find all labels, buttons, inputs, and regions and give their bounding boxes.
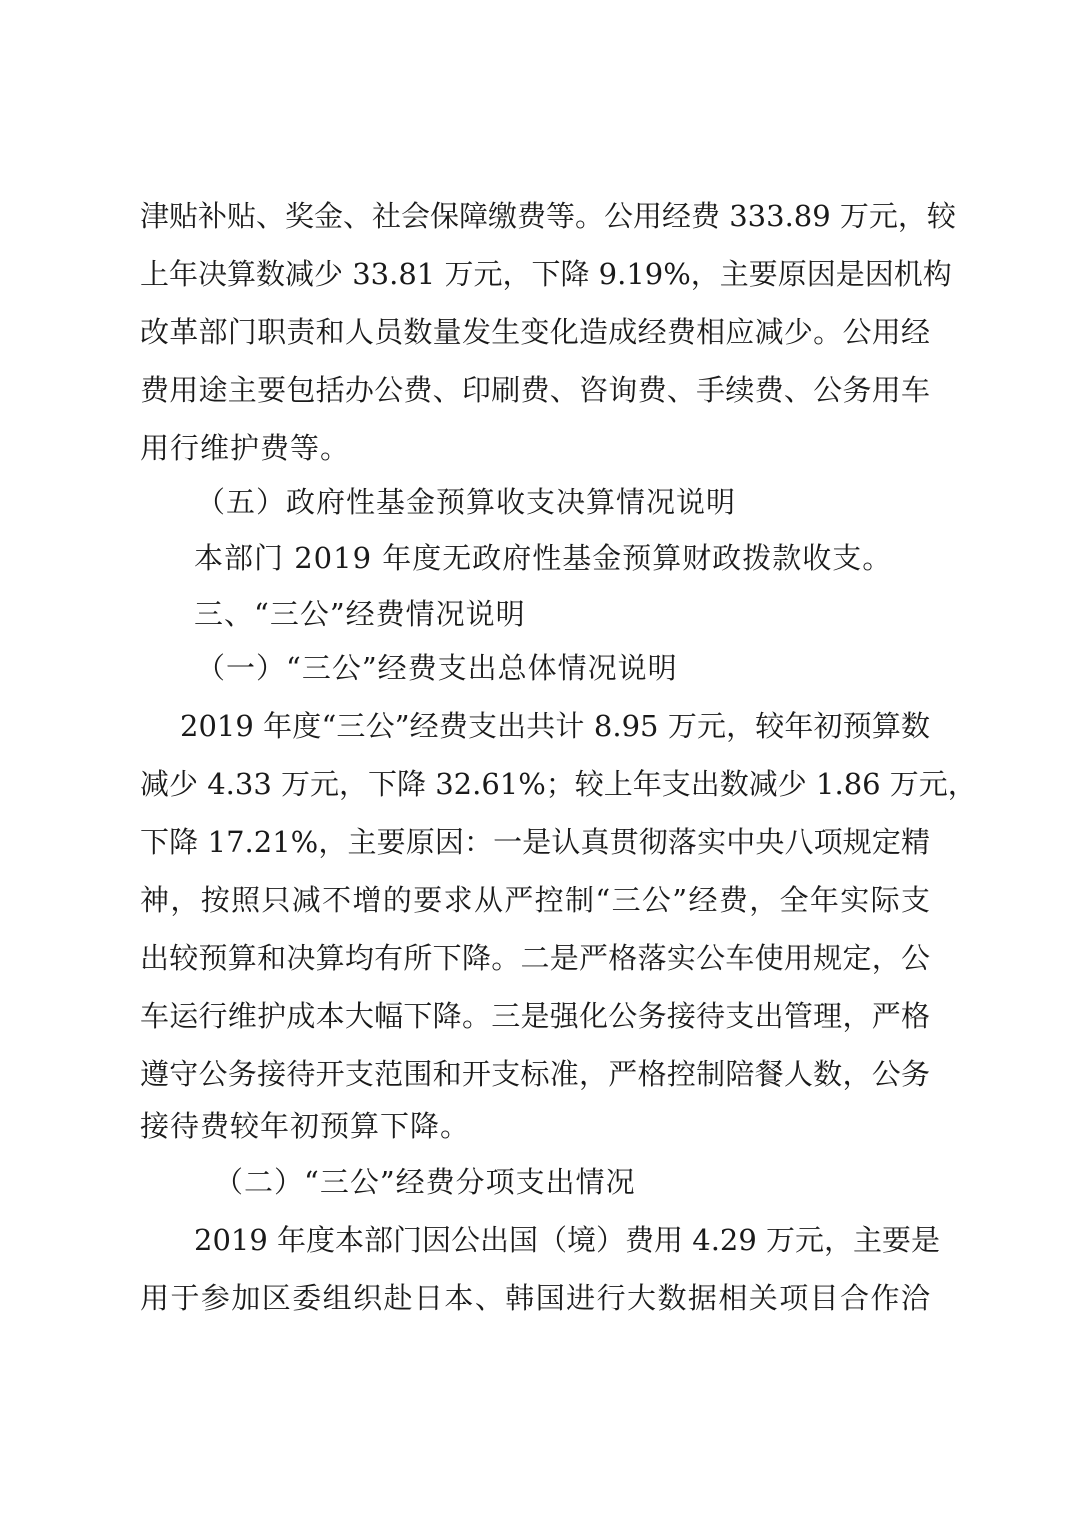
section-heading-2: （二）“三公”经费分项支出情况 bbox=[214, 1165, 636, 1199]
body-text-line: 津贴补贴、奖金、社会保障缴费等。公用经费 333.89 万元，较 bbox=[140, 199, 956, 233]
body-text-line: 神，按照只减不增的要求从严控制“三公”经费，全年实际支 bbox=[140, 883, 930, 917]
body-text-line: 用行维护费等。 bbox=[140, 431, 351, 465]
body-text-line: 车运行维护成本大幅下降。三是强化公务接待支出管理，严格 bbox=[140, 999, 930, 1033]
body-text-line: 2019 年度本部门因公出国（境）费用 4.29 万元，主要是 bbox=[194, 1223, 941, 1257]
body-text-line: 2019 年度“三公”经费支出共计 8.95 万元，较年初预算数 bbox=[180, 709, 930, 743]
body-text-line: 遵守公务接待开支范围和开支标准，严格控制陪餐人数，公务 bbox=[140, 1057, 930, 1091]
body-text-line: 减少 4.33 万元，下降 32.61%；较上年支出数减少 1.86 万元， bbox=[140, 767, 977, 801]
body-text-line: 接待费较年初预算下降。 bbox=[140, 1109, 471, 1143]
body-text-line: 费用途主要包括办公费、印刷费、咨询费、手续费、公务用车 bbox=[140, 373, 930, 407]
body-text-line: 出较预算和决算均有所下降。二是严格落实公车使用规定，公 bbox=[140, 941, 930, 975]
body-text-line: 下降 17.21%，主要原因：一是认真贯彻落实中央八项规定精 bbox=[140, 825, 930, 859]
body-text-line: 用于参加区委组织赴日本、韩国进行大数据相关项目合作洽 bbox=[140, 1281, 930, 1315]
body-text-line: 改革部门职责和人员数量发生变化造成经费相应减少。公用经 bbox=[140, 315, 930, 349]
section-heading-5: （五）政府性基金预算收支决算情况说明 bbox=[196, 485, 737, 519]
section-heading-1: （一）“三公”经费支出总体情况说明 bbox=[196, 651, 678, 685]
body-text-line: 本部门 2019 年度无政府性基金预算财政拨款收支。 bbox=[194, 541, 893, 575]
body-text-line: 上年决算数减少 33.81 万元，下降 9.19%，主要原因是因机构 bbox=[140, 257, 952, 291]
chapter-heading-3: 三、“三公”经费情况说明 bbox=[194, 597, 526, 631]
